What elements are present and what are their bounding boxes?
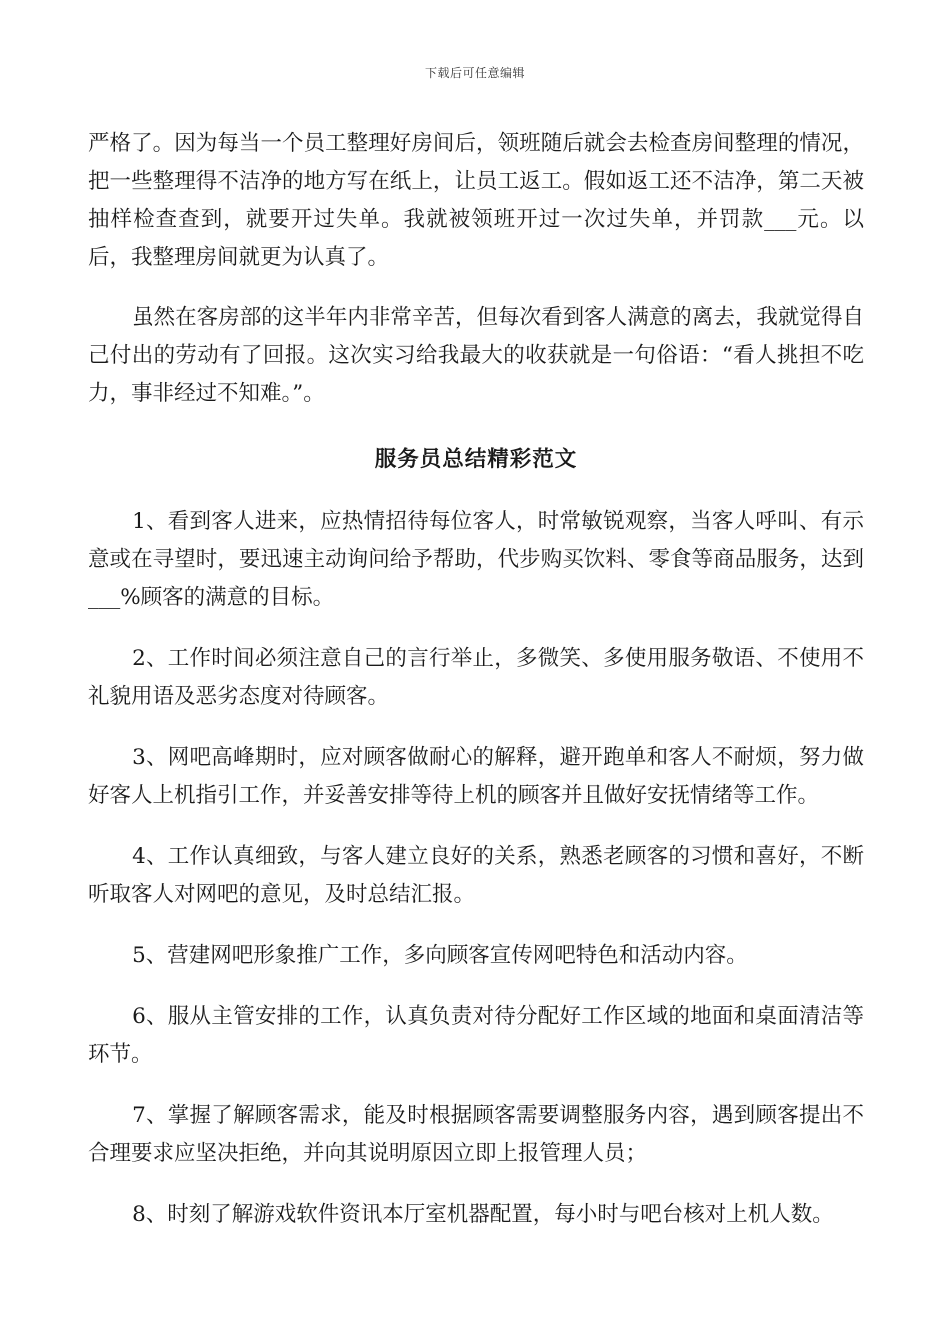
paragraph-continued: 严格了。因为每当一个员工整理好房间后，领班随后就会去检查房间整理的情况，把一些整理得不洁净的地方写在纸上，让员工返工。假如返工还不洁净，第二天被抽样检查查到，就要开过失单。我就被领班开过一次过失单，并罚款___元。以后，我整理房间就更为认真了。 (88, 131, 864, 270)
document-body (88, 125, 864, 1257)
list-item-8: 8、时刻了解游戏软件资讯本厅室机器配置，每小时与吧台核对上机人数。 (132, 1202, 834, 1227)
list-item-7: 7、掌握了解顾客需求，能及时根据顾客需要调整服务内容，遇到顾客提出不合理要求应坚决拒绝，并向其说明原因立即上报管理人员； (88, 1103, 864, 1166)
list-item-6: 6、服从主管安排的工作，认真负责对待分配好工作区域的地面和桌面清洁等环节。 (88, 1004, 864, 1067)
list-item-4: 4、工作认真细致，与客人建立良好的关系，熟悉老顾客的习惯和喜好，不断听取客人对网吧的意见，及时总结汇报。 (88, 844, 864, 907)
list-item-3: 3、网吧高峰期时，应对顾客做耐心的解释，避开跑单和客人不耐烦，努力做好客人上机指引工作，并妥善安排等待上机的顾客并且做好安抚情绪等工作。 (88, 745, 864, 808)
section-title: 服务员总结精彩范文 (374, 447, 578, 472)
page-header-note: 下载后可任意编辑 (424, 66, 525, 80)
list-item-2: 2、工作时间必须注意自己的言行举止，多微笑、多使用服务敬语、不使用不礼貌用语及恶劣态度对待顾客。 (88, 646, 864, 709)
list-item-1: 1、看到客人进来，应热情招待每位客人，时常敏锐观察，当客人呼叫、有示意或在寻望时，要迅速主动询问给予帮助，代步购买饮料、零食等商品服务，达到___%顾客的满意的目标。 (88, 509, 864, 610)
list-item-5: 5、营建网吧形象推广工作，多向顾客宣传网吧特色和活动内容。 (132, 943, 748, 968)
paragraph-reflection: 虽然在客房部的这半年内非常辛苦，但每次看到客人满意的离去，我就觉得自己付出的劳动有了回报。这次实习给我最大的收获就是一句俗语：“看人挑担不吃力，事非经过不知难。”。 (88, 305, 864, 406)
